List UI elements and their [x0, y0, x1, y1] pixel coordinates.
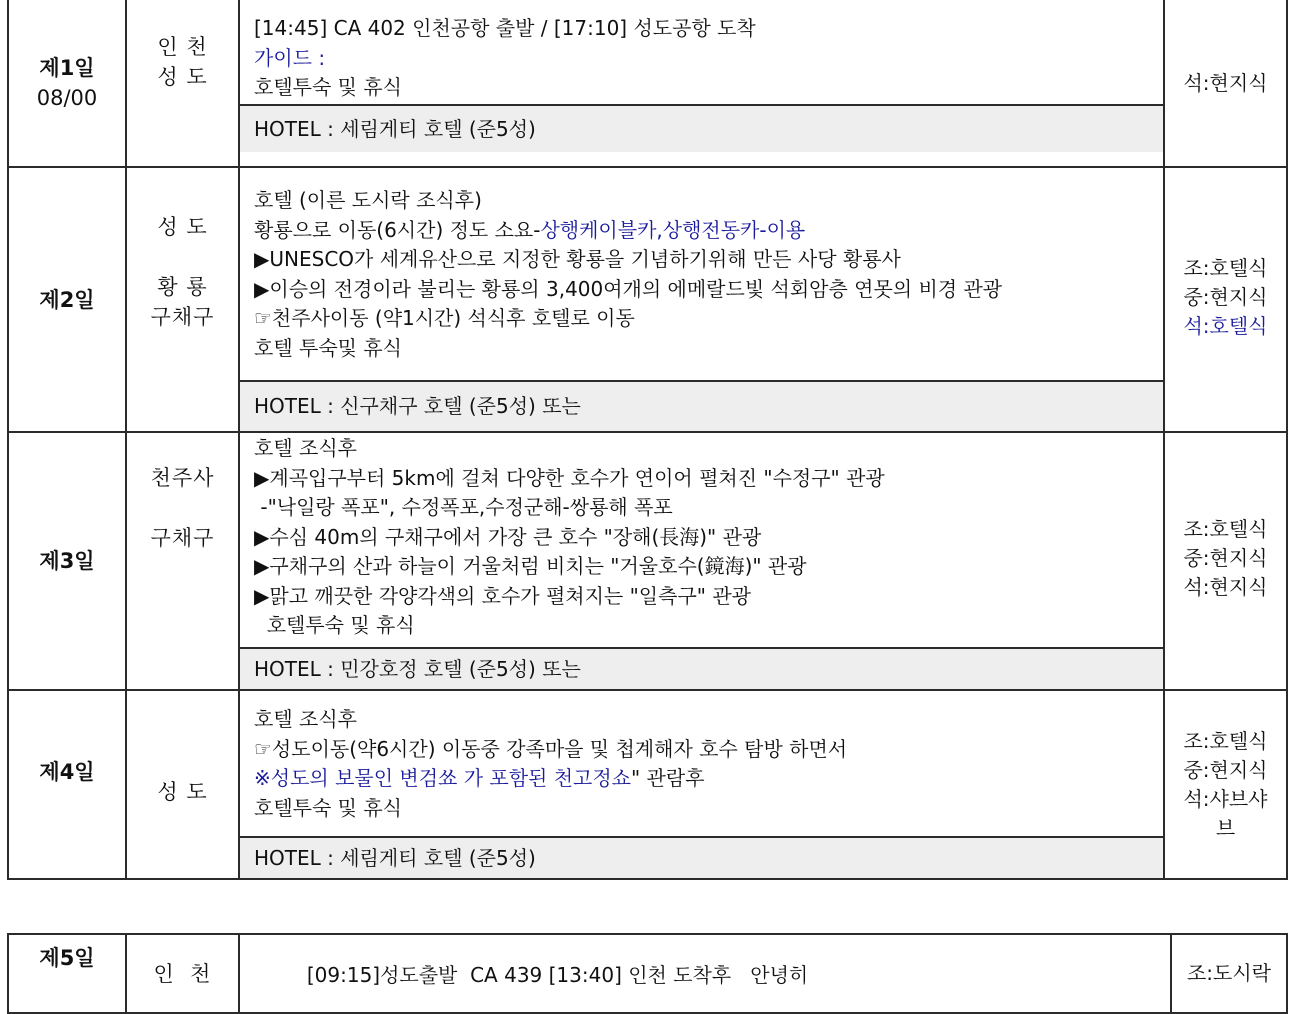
schedule-line: ☞천주사이동 (약1시간) 석식후 호텔로 이동 — [254, 306, 635, 330]
day-label: 제5일 — [39, 946, 95, 970]
city-name: 황 룡 — [157, 275, 208, 299]
cablecar-note: 상행케이블카,상행전동카-이용 — [540, 217, 806, 242]
meal-cell — [1164, 432, 1287, 690]
meal-item: 조:도시락 — [1186, 961, 1272, 985]
day-cell — [8, 934, 126, 1013]
schedule-line: ▶맑고 깨끗한 각양각색의 호수가 펼쳐지는 "일측구" 관광 — [254, 583, 751, 608]
schedule-text — [240, 0, 1163, 104]
city-name: 성 도 — [157, 65, 208, 89]
meal-item: 석:현지식 — [1183, 575, 1268, 599]
day-date: 08/00 — [36, 86, 98, 110]
schedule-cell — [239, 0, 1164, 167]
schedule-text — [240, 691, 1163, 836]
schedule-cell — [239, 690, 1164, 879]
meal-item: 석:호텔식 — [1183, 314, 1268, 338]
day-cell — [8, 0, 126, 167]
city-name: 구채구 — [150, 526, 215, 550]
city-cell — [126, 690, 239, 879]
schedule-line: 호텔투숙 및 휴식 — [254, 75, 402, 99]
schedule-line: ※성도의 보물인 변검쑈 가 포함된 천고정쇼" 관람후 — [254, 766, 705, 790]
day-cell — [8, 690, 126, 879]
day-cell — [8, 167, 126, 432]
city-name: 성 도 — [157, 215, 208, 239]
schedule-line: 호텔 조식후 — [254, 436, 357, 460]
city-cell — [126, 432, 239, 690]
schedule-line: 호텔투숙 및 휴식 — [254, 613, 415, 637]
schedule-cell — [239, 167, 1164, 432]
itinerary-table-day5 — [7, 933, 1288, 1014]
itinerary-row-day2 — [8, 167, 1287, 432]
meal-cell — [1171, 934, 1287, 1013]
schedule-line: ▶계곡입구부터 5km에 걸쳐 다양한 호수가 연이어 펼쳐진 "수정구" 관광 — [254, 465, 885, 490]
schedule-line: [09:15]성도출발 CA 439 [13:40] 인천 도착후 안녕히 — [306, 963, 809, 987]
city-name: 성 도 — [157, 780, 208, 804]
schedule-text — [240, 168, 1163, 380]
schedule-line: 호텔 조식후 — [254, 707, 357, 731]
city-cell — [126, 167, 239, 432]
meal-item: 석:현지식 — [1183, 70, 1268, 95]
schedule-line: ▶이승의 전경이라 불리는 황룡의 3,400여개의 에메랄드빛 석회암층 연못의 비경 관광 — [254, 276, 1003, 301]
day-label: 제2일 — [39, 287, 95, 312]
itinerary-row-day1 — [8, 0, 1287, 167]
schedule-line: ▶UNESCO가 세계유산으로 지정한 황룡을 기념하기위해 만든 사당 황룡사 — [254, 247, 901, 271]
meal-item: 브 — [1215, 816, 1236, 840]
city-spacer — [127, 242, 238, 272]
schedule-line: -"낙일랑 폭포", 수정폭포,수정군해-쌍룡해 폭포 — [254, 495, 673, 519]
city-name: 인 천 — [157, 35, 208, 59]
itinerary-row-day4 — [8, 690, 1287, 879]
schedule-line: 호텔 (이른 도시락 조식후) — [254, 188, 482, 212]
itinerary-row-day3 — [8, 432, 1287, 690]
meal-cell — [1164, 167, 1287, 432]
city-cell — [126, 0, 239, 167]
day-label: 제3일 — [39, 549, 95, 573]
schedule-line: ▶구채구의 산과 하늘이 거울처럼 비치는 "거울호수(鏡海)" 관광 — [254, 554, 807, 578]
meal-cell — [1164, 0, 1287, 167]
hotel-info: HOTEL : 민강호정 호텔 (준5성) 또는 — [240, 647, 1163, 689]
schedule-line: 황룡으로 이동(6시간) 정도 소요-상행케이블카,상행전동카-이용 — [254, 217, 806, 242]
city-name: 천주사 — [150, 466, 215, 490]
schedule-text — [240, 433, 1163, 647]
itinerary-row-day5 — [8, 934, 1287, 1013]
schedule-line: 호텔 투숙및 휴식 — [254, 335, 402, 360]
hotel-info: HOTEL : 세림게티 호텔 (준5성) — [240, 836, 1163, 878]
meal-item: 중:현지식 — [1183, 546, 1268, 570]
hotel-info: HOTEL : 세림게티 호텔 (준5성) — [240, 104, 1163, 152]
schedule-line: 호텔투숙 및 휴식 — [254, 795, 402, 820]
day-cell — [8, 432, 126, 690]
meal-item: 조:호텔식 — [1183, 729, 1268, 753]
hotel-info: HOTEL : 신구채구 호텔 (준5성) 또는 — [240, 380, 1163, 431]
schedule-line: ▶수심 40m의 구채구에서 가장 큰 호수 "장해(長海)" 관광 — [254, 524, 762, 549]
city-spacer — [127, 493, 238, 523]
schedule-cell — [239, 432, 1164, 690]
meal-item: 조:호텔식 — [1183, 256, 1268, 280]
meal-cell — [1164, 690, 1287, 879]
schedule-line: ☞성도이동(약6시간) 이동중 강족마을 및 첩계해자 호수 탐방 하면서 — [254, 736, 848, 761]
day-label: 제1일 — [39, 56, 95, 80]
meal-item: 조:호텔식 — [1183, 517, 1268, 541]
guide-line: 가이드 : — [254, 45, 326, 70]
meal-item: 중:현지식 — [1183, 285, 1268, 309]
city-name: 구채구 — [150, 305, 215, 329]
itinerary-table — [7, 0, 1288, 880]
meal-item: 석:샤브샤 — [1183, 787, 1268, 811]
schedule-cell — [239, 934, 1171, 1013]
meal-item: 중:현지식 — [1183, 758, 1268, 782]
city-name: 인 천 — [153, 961, 212, 986]
show-note: ※성도의 보물인 변검쑈 가 포함된 천고정쇼 — [254, 766, 631, 790]
city-cell — [126, 934, 239, 1013]
day-label: 제4일 — [39, 760, 95, 784]
schedule-line: [14:45] CA 402 인천공항 출발 / [17:10] 성도공항 도착 — [254, 16, 756, 40]
